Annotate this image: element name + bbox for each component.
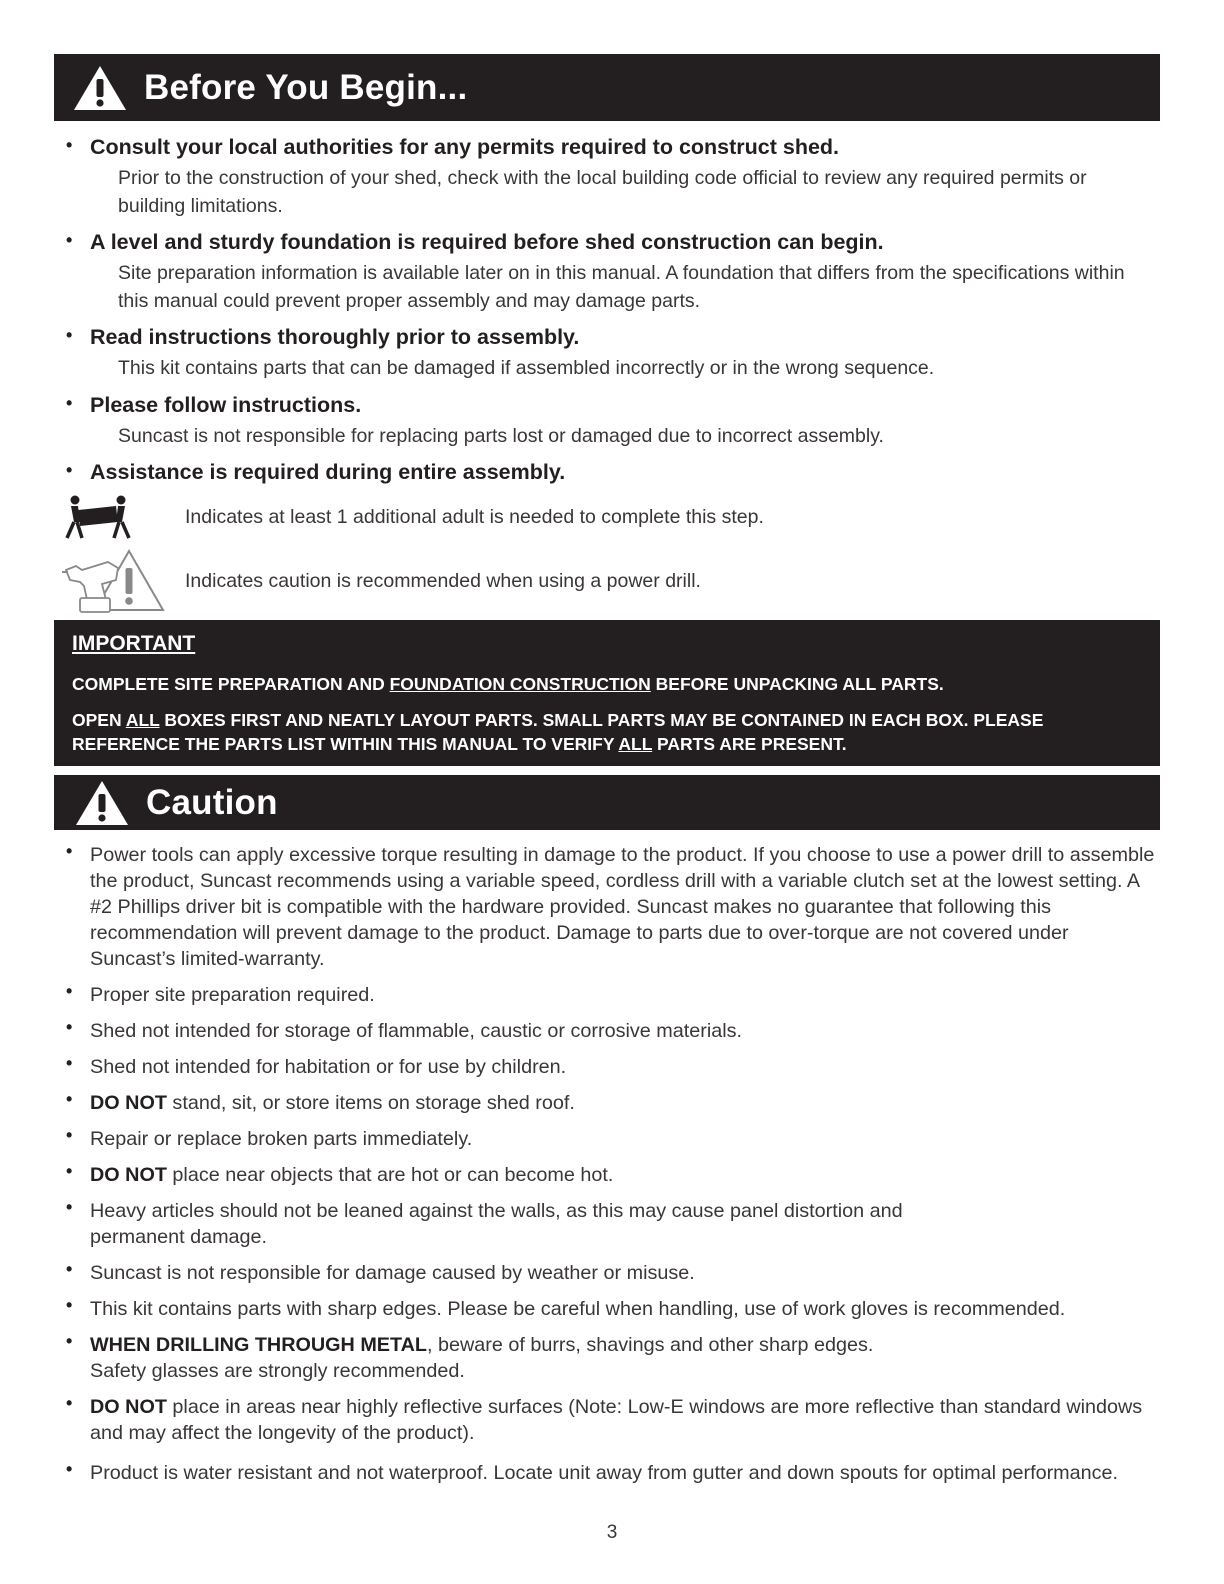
list-item: • Heavy articles should not be leaned against the walls, as this may cause panel distortion and permanent damage. <box>66 1197 903 1248</box>
item-body: Suncast is not responsible for replacing parts lost or damaged due to incorrect assembly. <box>118 425 884 447</box>
list-item: • Shed not intended for habitation or for use by children. <box>66 1053 567 1078</box>
list-item: • Power tools can apply excessive torque resulting in damage to the product. If you choose to use a power drill to assemble the product, Suncast recommends using a variable speed, cordless drill with a variable clutch set at the lowest setting. A #2 Phillips driver bit is compatible with the hardware provided. Suncast makes no guarantee that following this recommendation will prevent damage to the product. Damage to parts due to over-torque are not covered under Suncast’s limited-warranty. <box>66 841 1155 970</box>
bullet: • <box>66 1089 73 1109</box>
list-item: • Shed not intended for storage of flammable, caustic or corrosive materials. <box>66 1017 742 1042</box>
bullet: • <box>66 1331 73 1351</box>
warning-triangle-icon <box>72 63 128 113</box>
bullet: • <box>66 325 73 345</box>
item-heading: Consult your local authorities for any permits required to construct shed. <box>90 135 840 159</box>
list-item: • Suncast is not responsible for damage caused by weather or misuse. <box>66 1259 695 1284</box>
two-person-lift-icon <box>62 494 134 540</box>
bullet: • <box>66 1197 73 1217</box>
bullet: • <box>66 981 73 1001</box>
bullet: • <box>66 135 73 155</box>
bullet: • <box>66 460 73 480</box>
list-item <box>62 325 1152 393</box>
important-line-1: COMPLETE SITE PREPARATION AND FOUNDATION CONSTRUCTION BEFORE UNPACKING ALL PARTS. <box>72 674 944 694</box>
list-item: • Product is water resistant and not waterproof. Locate unit away from gutter and down spouts for optimal performance. <box>66 1459 1119 1484</box>
two-person-note <box>62 494 764 540</box>
important-notice <box>54 620 1160 766</box>
item-heading: Assistance is required during entire assembly. <box>90 460 566 484</box>
list-item <box>62 135 1152 230</box>
bullet: • <box>66 1125 73 1145</box>
bullet: • <box>66 393 73 413</box>
power-drill-caution-icon <box>62 548 166 614</box>
list-item: • DO NOT place near objects that are hot or can become hot. <box>66 1161 614 1186</box>
item-body: Prior to the construction of your shed, check with the local building code official to review any required permits or building limitations. <box>118 167 1087 217</box>
warning-triangle-icon <box>74 778 130 828</box>
bullet: • <box>66 1017 73 1037</box>
list-item <box>62 460 1152 490</box>
bullet: • <box>66 1161 73 1181</box>
caution-header <box>54 775 1160 830</box>
item-heading: Read instructions thoroughly prior to assembly. <box>90 325 580 349</box>
item-heading: A level and sturdy foundation is required before shed construction can begin. <box>90 230 884 254</box>
important-line-2: OPEN ALL BOXES FIRST AND NEATLY LAYOUT PARTS. SMALL PARTS MAY BE CONTAINED IN EACH BOX. PLEASE REFERENCE THE PARTS LIST WITHIN THIS MANUAL TO VERIFY ALL PARTS ARE PRESENT. <box>72 710 1044 754</box>
section-title: Before You Begin... <box>144 67 468 107</box>
important-title: IMPORTANT <box>72 632 196 655</box>
list-item: • DO NOT stand, sit, or store items on storage shed roof. <box>66 1089 575 1114</box>
icon-description: Indicates at least 1 additional adult is needed to complete this step. <box>185 505 764 528</box>
list-item <box>62 230 1152 325</box>
list-item: • This kit contains parts with sharp edges. Please be careful when handling, use of work gloves is recommended. <box>66 1295 1066 1320</box>
list-item: • WHEN DRILLING THROUGH METAL, beware of burrs, shavings and other sharp edges. Safety glasses are strongly recommended. <box>66 1331 874 1382</box>
list-item: • Proper site preparation required. <box>66 981 375 1006</box>
page-number: 3 <box>606 1522 618 1543</box>
section-title: Caution <box>146 782 278 822</box>
before-you-begin-list <box>62 135 1152 490</box>
bullet: • <box>66 1053 73 1073</box>
item-body: This kit contains parts that can be damaged if assembled incorrectly or in the wrong sequence. <box>118 357 935 379</box>
item-heading: Please follow instructions. <box>90 393 362 417</box>
bullet: • <box>66 1295 73 1315</box>
bullet: • <box>66 230 73 250</box>
bullet: • <box>66 1259 73 1279</box>
list-item: • Repair or replace broken parts immediately. <box>66 1125 473 1150</box>
item-body: Site preparation information is available later on in this manual. A foundation that differs from the specifications within this manual could prevent proper assembly and may damage parts. <box>118 262 1125 312</box>
before-you-begin-header <box>54 54 1160 121</box>
bullet: • <box>66 1459 73 1479</box>
power-drill-note <box>62 548 701 614</box>
list-item: • DO NOT place in areas near highly reflective surfaces (Note: Low-E windows are more reflective than standard windows and may affect the longevity of the product). <box>66 1393 1143 1444</box>
icon-description: Indicates caution is recommended when using a power drill. <box>185 569 701 592</box>
bullet: • <box>66 1393 73 1413</box>
list-item <box>62 393 1152 460</box>
bullet: • <box>66 841 73 861</box>
